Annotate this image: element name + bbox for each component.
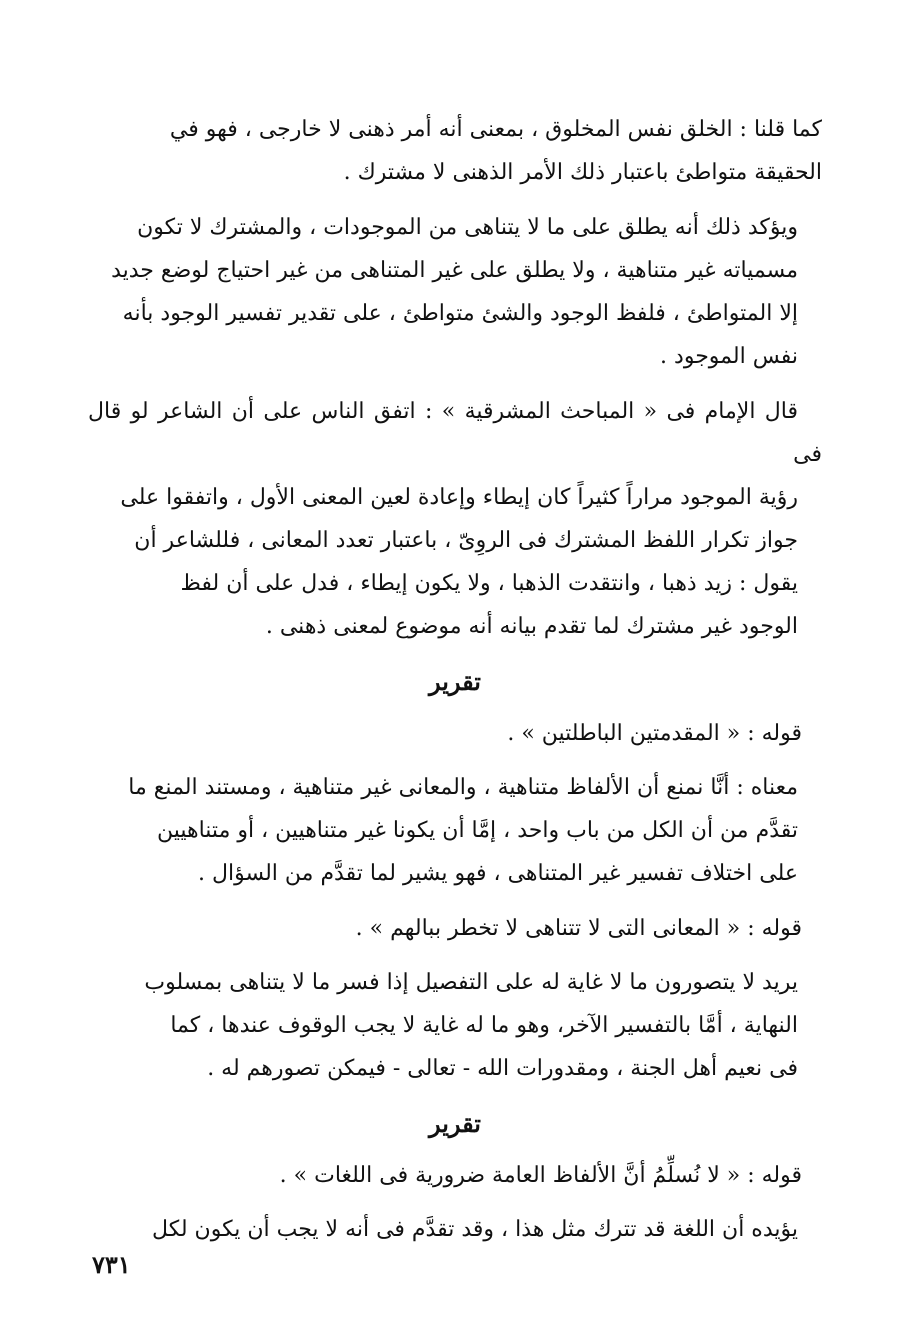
text-line: يؤيده أن اللغة قد تترك مثل هذا ، وقد تقدَّم فى أنه لا يجب أن يكون لكل — [152, 1217, 798, 1242]
paragraph-3 — [88, 390, 822, 648]
text-line: مسمياته غير متناهية ، ولا يطلق على غير المتناهى من غير احتياج لوضع جديد — [111, 258, 798, 283]
text-line: ويؤكد ذلك أنه يطلق على ما لا يتناهى من الموجودات ، والمشترك لا تكون — [137, 215, 798, 240]
text-line: الحقيقة متواطئ باعتبار ذلك الأمر الذهنى لا مشترك . — [343, 160, 822, 185]
quoted-phrase: قوله : « لا نُسلِّمُ أنَّ الألفاظ العامة ضرورية فى اللغات » . — [279, 1163, 802, 1188]
paragraph-4 — [88, 766, 822, 895]
quoted-phrase: قوله : « المعانى التى لا تتناهى لا تخطر ببالهم » . — [355, 916, 802, 941]
text-line: إلا المتواطئ ، فلفظ الوجود والشئ متواطئ ، على تقدير تفسير الوجود بأنه — [122, 301, 798, 326]
text-line: على اختلاف تفسير غير المتناهى ، فهو يشير لما تقدَّم من السؤال . — [198, 861, 798, 886]
paragraph-5 — [88, 961, 822, 1090]
text-line: نفس الموجود . — [660, 344, 798, 369]
text-line: معناه : أنَّا نمنع أن الألفاظ متناهية ، والمعانى غير متناهية ، ومستند المنع ما — [128, 775, 798, 800]
text-line: يقول : زيد ذهبا ، وانتقدت الذهبا ، ولا يكون إيطاء ، فدل على أن لفظ — [180, 571, 798, 596]
paragraph-1 — [88, 108, 822, 194]
paragraph-6 — [88, 1208, 822, 1251]
section-heading: تقرير — [429, 667, 481, 696]
text-line: جواز تكرار اللفظ المشترك فى الروِىّ ، باعتبار تعدد المعانى ، فللشاعر أن — [134, 528, 798, 553]
text-line: تقدَّم من أن الكل من باب واحد ، إمَّا أن يكونا غير متناهيين ، أو متناهيين — [156, 818, 798, 843]
text-line: قال الإمام فى « المباحث المشرقية » : اتفق الناس على أن الشاعر لو قال فى — [88, 399, 822, 467]
quoted-phrase: قوله : « المقدمتين الباطلتين » . — [507, 721, 802, 746]
text-line: رؤية الموجود مراراً كثيراً كان إيطاء وإعادة لعين المعنى الأول ، واتفقوا على — [120, 485, 798, 510]
paragraph-2 — [88, 206, 822, 378]
text-line: كما قلنا : الخلق نفس المخلوق ، بمعنى أنه أمر ذهنى لا خارجى ، فهو في — [169, 117, 822, 142]
text-line: فى نعيم أهل الجنة ، ومقدورات الله - تعالى - فيمكن تصورهم له . — [207, 1056, 798, 1081]
text-line: النهاية ، أمَّا بالتفسير الآخر، وهو ما له غاية لا يجب الوقوف عندها ، كما — [170, 1013, 798, 1038]
text-line: الوجود غير مشترك لما تقدم بيانه أنه موضوع لمعنى ذهنى . — [265, 614, 798, 639]
section-heading: تقرير — [429, 1109, 481, 1138]
text-line: يريد لا يتصورون ما لا غاية له على التفصيل إذا فسر ما لا يتناهى بمسلوب — [144, 970, 798, 995]
page-number: ٧٣١ — [92, 1250, 131, 1279]
